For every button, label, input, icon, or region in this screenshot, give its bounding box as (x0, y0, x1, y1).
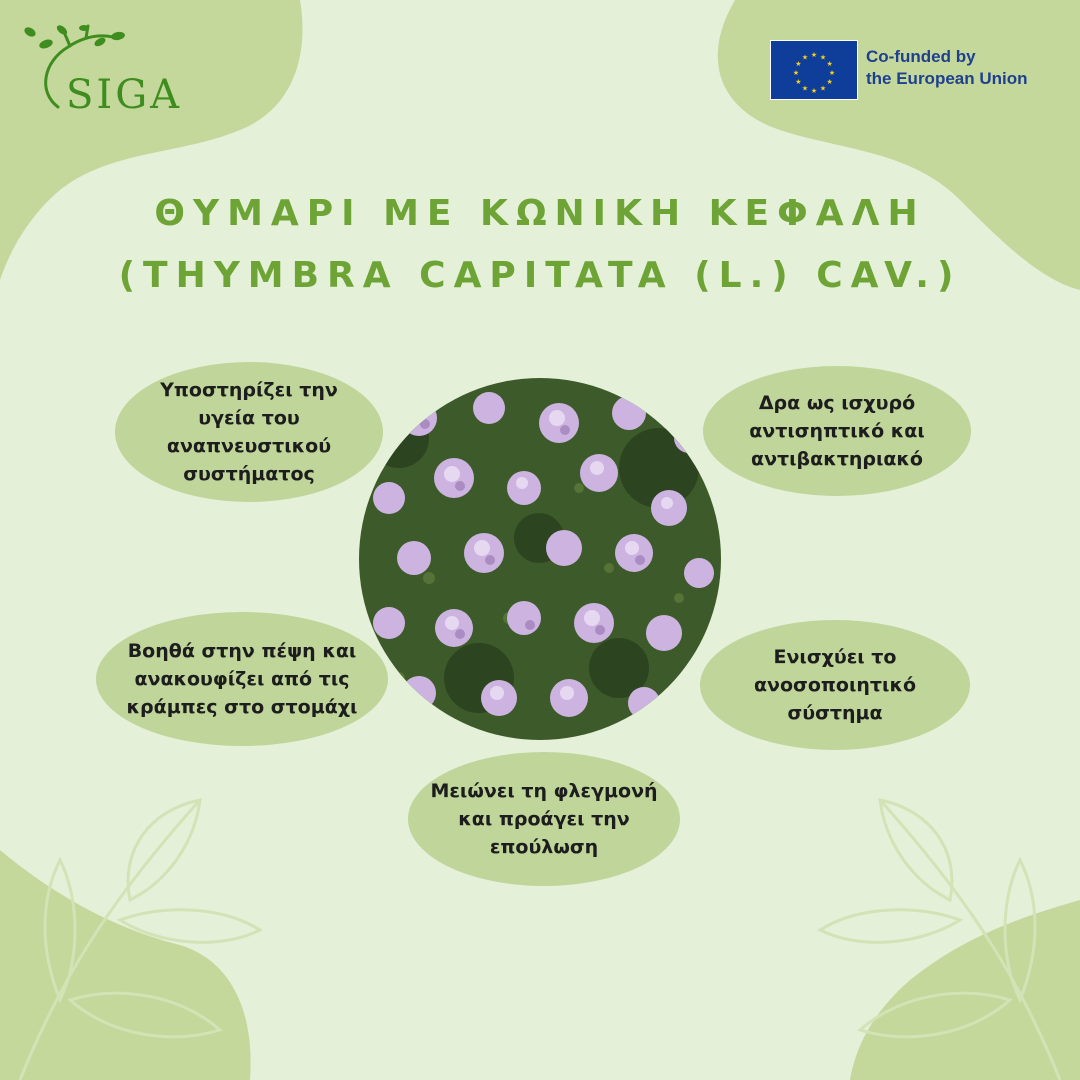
benefit-inflammation-line: Μειώνει τη φλεγμονή (430, 780, 658, 802)
svg-text:★: ★ (795, 78, 802, 86)
svg-text:★: ★ (810, 87, 818, 95)
eu-text-line2: the European Union (866, 69, 1028, 88)
blob-bottom-right (850, 900, 1080, 1080)
benefit-respiratory-line: αναπνευστικού (166, 435, 332, 457)
benefit-respiratory-line: συστήματος (183, 463, 315, 485)
benefit-antiseptic-line: αντισηπτικό και (749, 420, 925, 442)
svg-text:★: ★ (819, 53, 827, 62)
benefit-immune-line: ανοσοποιητικό (754, 674, 916, 696)
benefit-respiratory-line: υγεία του (198, 407, 300, 429)
svg-text:★: ★ (828, 69, 836, 77)
benefit-antiseptic (703, 366, 971, 496)
benefit-antiseptic-line: Δρα ως ισχυρό (758, 392, 916, 414)
svg-text:★: ★ (826, 60, 833, 68)
benefit-digestion-line: ανακουφίζει από τις (134, 668, 350, 690)
siga-logo (18, 22, 218, 118)
title-line2: (THYMBRA CAPITATA (L.) CAV.) (118, 255, 962, 296)
benefit-immune (700, 620, 970, 750)
benefit-respiratory-line: Υποστηρίζει την (160, 379, 338, 401)
thyme-flowers-photo (359, 378, 721, 740)
svg-text:★: ★ (826, 78, 833, 86)
title-line1: ΘΥΜΑΡΙ ΜΕ ΚΩΝΙΚΗ ΚΕΦΑΛΗ (154, 193, 926, 234)
eu-text (866, 46, 1028, 90)
svg-text:★: ★ (819, 84, 827, 93)
svg-text:★: ★ (801, 84, 809, 93)
eu-text-line1: Co-funded by (866, 47, 976, 66)
benefit-inflammation (408, 752, 680, 886)
benefit-inflammation-line: και προάγει την (458, 808, 630, 830)
svg-text:★: ★ (810, 51, 818, 59)
logo-text: SIGA (66, 72, 183, 118)
benefit-immune-line: Ενισχύει το (773, 646, 897, 668)
svg-text:★: ★ (795, 60, 802, 68)
benefit-digestion-line: κράμπες στο στομάχι (126, 696, 358, 718)
eu-flag-icon (770, 40, 858, 100)
blob-bottom-left (0, 850, 251, 1080)
benefit-respiratory (115, 362, 383, 502)
benefit-antiseptic-line: αντιβακτηριακό (751, 448, 923, 470)
svg-text:★: ★ (792, 69, 800, 77)
benefit-digestion (96, 612, 388, 746)
benefit-digestion-line: Βοηθά στην πέψη και (127, 640, 357, 662)
eu-cofunded-badge (770, 40, 1060, 100)
benefit-immune-line: σύστημα (787, 702, 883, 724)
page-title (0, 183, 1080, 307)
svg-text:★: ★ (801, 53, 809, 62)
benefit-inflammation-line: επούλωση (489, 836, 599, 858)
